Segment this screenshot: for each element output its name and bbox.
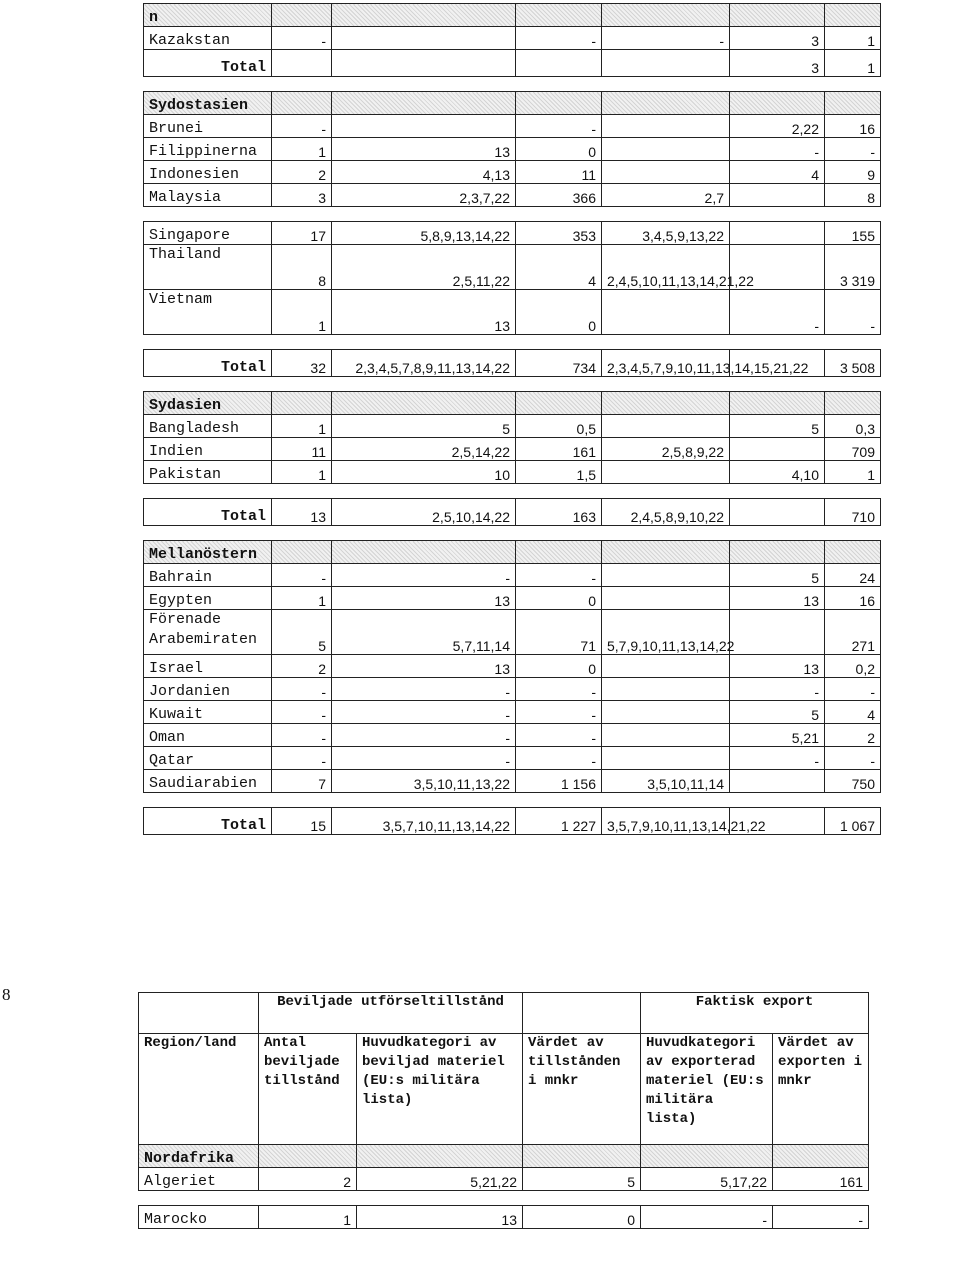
region-header-cell [272, 92, 332, 115]
value-cell: - [730, 678, 825, 701]
value-cell: - [516, 678, 602, 701]
value-cell: 0 [516, 138, 602, 161]
country-name: Bahrain [144, 564, 272, 587]
value-cell: 710 [825, 499, 881, 526]
region-name: Mellanöstern [144, 541, 272, 564]
country-name: Israel [144, 655, 272, 678]
region-header-row [144, 4, 881, 27]
header-empty-cell [139, 993, 259, 1034]
value-cell: 2 [272, 655, 332, 678]
value-cell: 1 [272, 290, 332, 335]
region-header-cell [357, 1145, 523, 1168]
value-cell: 0 [523, 1206, 641, 1229]
value-cell: 161 [516, 438, 602, 461]
value-cell: 2 [259, 1168, 357, 1191]
value-cell: 13 [332, 290, 516, 335]
country-row [144, 587, 881, 610]
country-row [144, 655, 881, 678]
spacer-cell [144, 335, 881, 350]
value-cell: 2 [825, 724, 881, 747]
value-cell: - [332, 701, 516, 724]
country-name: Thailand [144, 245, 272, 290]
value-cell: - [272, 27, 332, 50]
value-cell [602, 290, 730, 335]
region-header-cell [602, 92, 730, 115]
country-name: Qatar [144, 747, 272, 770]
country-name: Jordanien [144, 678, 272, 701]
country-row [144, 245, 881, 290]
value-cell: 2,3,4,5,7,9,10,11,13,14,15,21,22 [602, 350, 730, 377]
value-cell: 5 [523, 1168, 641, 1191]
spacer-row [144, 207, 881, 222]
total-row [144, 499, 881, 526]
value-cell [602, 678, 730, 701]
country-name: Saudiarabien [144, 770, 272, 793]
value-cell: 3,5,10,11,13,22 [332, 770, 516, 793]
country-row [144, 610, 881, 655]
total-label: Total [144, 499, 272, 526]
value-cell: 2,5,10,14,22 [332, 499, 516, 526]
value-cell: - [332, 747, 516, 770]
value-cell [730, 770, 825, 793]
region-header-row [144, 541, 881, 564]
value-cell [602, 115, 730, 138]
country-row [144, 415, 881, 438]
spacer-cell [139, 1191, 869, 1206]
country-name: Oman [144, 724, 272, 747]
value-cell: 5,7,9,10,11,13,14,22 [602, 610, 730, 655]
value-cell: 5,8,9,13,14,22 [332, 222, 516, 245]
value-cell: 734 [516, 350, 602, 377]
value-cell: - [516, 747, 602, 770]
value-cell: 13 [272, 499, 332, 526]
region-header-cell [516, 541, 602, 564]
page-number: 8 [2, 985, 11, 1004]
value-cell: 0,3 [825, 415, 881, 438]
header-empty-cell [523, 993, 641, 1034]
value-cell: 2,3,4,5,7,8,9,11,13,14,22 [332, 350, 516, 377]
region-header-cell [332, 392, 516, 415]
value-cell: 13 [332, 138, 516, 161]
value-cell [602, 50, 730, 77]
value-cell: 11 [272, 438, 332, 461]
total-label: Total [144, 50, 272, 77]
value-cell: 4,13 [332, 161, 516, 184]
region-header-cell [730, 4, 825, 27]
value-cell: 2,22 [730, 115, 825, 138]
value-cell: 3 [730, 27, 825, 50]
value-cell: 2,5,8,9,22 [602, 438, 730, 461]
total-label: Total [144, 350, 272, 377]
value-cell: 5 [730, 564, 825, 587]
value-cell: 3 [730, 50, 825, 77]
value-cell [332, 50, 516, 77]
region-header-cell [272, 392, 332, 415]
header-antal: Antal beviljade tillstånd [259, 1034, 357, 1145]
country-name: Kuwait [144, 701, 272, 724]
country-row [139, 1168, 869, 1191]
value-cell [730, 438, 825, 461]
value-cell: 17 [272, 222, 332, 245]
value-cell: 750 [825, 770, 881, 793]
value-cell: 0,2 [825, 655, 881, 678]
value-cell: - [272, 701, 332, 724]
value-cell: 4,10 [730, 461, 825, 484]
country-row [144, 461, 881, 484]
region-header-row [139, 1145, 869, 1168]
country-name: Bangladesh [144, 415, 272, 438]
region-name: n [144, 4, 272, 27]
header-column-row [139, 1034, 869, 1145]
total-label: Total [144, 808, 272, 835]
header-group-beviljade: Beviljade utförseltillstånd [259, 993, 523, 1034]
value-cell: 1 [272, 415, 332, 438]
value-cell: 0 [516, 587, 602, 610]
country-row [144, 27, 881, 50]
value-cell: 13 [357, 1206, 523, 1229]
region-header-cell [730, 92, 825, 115]
value-cell: 1 [825, 27, 881, 50]
value-cell: - [272, 678, 332, 701]
value-cell: 16 [825, 115, 881, 138]
country-row [144, 290, 881, 335]
country-name: Indonesien [144, 161, 272, 184]
value-cell: - [272, 115, 332, 138]
value-cell: 10 [332, 461, 516, 484]
value-cell [602, 587, 730, 610]
region-header-cell [516, 392, 602, 415]
spacer-row [144, 793, 881, 808]
header-group-faktisk: Faktisk export [641, 993, 869, 1034]
value-cell: 13 [730, 587, 825, 610]
value-cell: 2,4,5,10,11,13,14,21,22 [602, 245, 730, 290]
value-cell: 11 [516, 161, 602, 184]
spacer-cell [144, 484, 881, 499]
value-cell: 7 [272, 770, 332, 793]
region-header-cell [825, 541, 881, 564]
header-region-land: Region/land [139, 1034, 259, 1145]
country-name: Malaysia [144, 184, 272, 207]
region-header-cell [825, 392, 881, 415]
country-name: Marocko [139, 1206, 259, 1229]
value-cell: - [825, 138, 881, 161]
region-header-row [144, 392, 881, 415]
spacer-row [144, 335, 881, 350]
header-varde-tillstand: Värdet av tillstånden i mnkr [523, 1034, 641, 1145]
value-cell: 5 [332, 415, 516, 438]
value-cell [730, 222, 825, 245]
header-group-row [139, 993, 869, 1034]
value-cell: 32 [272, 350, 332, 377]
value-cell: 161 [773, 1168, 869, 1191]
value-cell [332, 115, 516, 138]
region-header-cell [332, 4, 516, 27]
value-cell: - [516, 27, 602, 50]
export-table-continued [143, 3, 881, 835]
value-cell: 2,3,7,22 [332, 184, 516, 207]
value-cell [332, 27, 516, 50]
value-cell: 13 [332, 587, 516, 610]
header-varde-export: Värdet av exporten i mnkr [773, 1034, 869, 1145]
value-cell: - [825, 747, 881, 770]
value-cell: 5,21,22 [357, 1168, 523, 1191]
value-cell: 4 [516, 245, 602, 290]
region-header-cell [773, 1145, 869, 1168]
value-cell: - [516, 724, 602, 747]
value-cell: 9 [825, 161, 881, 184]
value-cell: 1 156 [516, 770, 602, 793]
value-cell: 366 [516, 184, 602, 207]
country-name: Indien [144, 438, 272, 461]
spacer-cell [144, 793, 881, 808]
value-cell [272, 50, 332, 77]
header-huvudkategori-beviljad: Huvudkategori av beviljad materiel (EU:s militära lista) [357, 1034, 523, 1145]
value-cell: - [730, 290, 825, 335]
value-cell: 1,5 [516, 461, 602, 484]
value-cell: - [773, 1206, 869, 1229]
value-cell: 1 067 [825, 808, 881, 835]
value-cell: 1 [272, 461, 332, 484]
country-name: Filippinerna [144, 138, 272, 161]
value-cell: 1 227 [516, 808, 602, 835]
value-cell: 163 [516, 499, 602, 526]
value-cell: 3,5,10,11,14 [602, 770, 730, 793]
value-cell: 2,4,5,8,9,10,22 [602, 499, 730, 526]
total-row [144, 808, 881, 835]
total-row [144, 350, 881, 377]
spacer-cell [144, 77, 881, 92]
value-cell: 353 [516, 222, 602, 245]
region-header-row [144, 92, 881, 115]
value-cell: 1 [825, 50, 881, 77]
value-cell: 1 [272, 587, 332, 610]
region-header-cell [641, 1145, 773, 1168]
country-row [144, 564, 881, 587]
value-cell: 0,5 [516, 415, 602, 438]
value-cell [602, 461, 730, 484]
value-cell: 3 319 [825, 245, 881, 290]
region-header-cell [516, 92, 602, 115]
value-cell: - [516, 115, 602, 138]
value-cell: 8 [825, 184, 881, 207]
value-cell: - [602, 27, 730, 50]
value-cell: - [825, 678, 881, 701]
region-name: Sydostasien [144, 92, 272, 115]
value-cell: - [730, 747, 825, 770]
country-name: Brunei [144, 115, 272, 138]
country-name: Kazakstan [144, 27, 272, 50]
total-row [144, 50, 881, 77]
region-header-cell [259, 1145, 357, 1168]
value-cell [602, 724, 730, 747]
value-cell: 2,5,14,22 [332, 438, 516, 461]
value-cell: 5 [730, 415, 825, 438]
value-cell [602, 655, 730, 678]
country-row [144, 138, 881, 161]
value-cell: - [332, 678, 516, 701]
value-cell: - [332, 564, 516, 587]
value-cell [602, 564, 730, 587]
value-cell: 24 [825, 564, 881, 587]
value-cell: - [730, 138, 825, 161]
value-cell: - [516, 564, 602, 587]
region-name: Sydasien [144, 392, 272, 415]
value-cell [602, 415, 730, 438]
country-row [144, 438, 881, 461]
value-cell: 4 [825, 701, 881, 724]
value-cell: 71 [516, 610, 602, 655]
value-cell: - [516, 701, 602, 724]
value-cell: 13 [730, 655, 825, 678]
value-cell: 5,17,22 [641, 1168, 773, 1191]
value-cell: 15 [272, 808, 332, 835]
region-header-cell [516, 4, 602, 27]
value-cell: 155 [825, 222, 881, 245]
country-row [139, 1206, 869, 1229]
value-cell: 1 [259, 1206, 357, 1229]
spacer-row [139, 1191, 869, 1206]
value-cell: 13 [332, 655, 516, 678]
value-cell [602, 701, 730, 724]
region-header-cell [272, 4, 332, 27]
country-row [144, 161, 881, 184]
value-cell [730, 499, 825, 526]
country-row [144, 770, 881, 793]
country-name: Egypten [144, 587, 272, 610]
region-header-cell [602, 4, 730, 27]
export-table-new-page [138, 992, 869, 1229]
value-cell: - [641, 1206, 773, 1229]
spacer-row [144, 526, 881, 541]
country-row [144, 747, 881, 770]
country-row [144, 222, 881, 245]
value-cell: - [332, 724, 516, 747]
region-header-cell [730, 541, 825, 564]
value-cell: 4 [730, 161, 825, 184]
value-cell: 3 508 [825, 350, 881, 377]
spacer-row [144, 484, 881, 499]
value-cell: 2 [272, 161, 332, 184]
region-header-cell [825, 92, 881, 115]
value-cell [516, 50, 602, 77]
spacer-cell [144, 207, 881, 222]
region-header-cell [825, 4, 881, 27]
spacer-row [144, 77, 881, 92]
value-cell: 5,21 [730, 724, 825, 747]
value-cell: 0 [516, 655, 602, 678]
value-cell [730, 184, 825, 207]
value-cell [602, 747, 730, 770]
value-cell: 2,5,11,22 [332, 245, 516, 290]
region-header-cell [602, 541, 730, 564]
value-cell: 1 [825, 461, 881, 484]
region-name: Nordafrika [139, 1145, 259, 1168]
value-cell [602, 138, 730, 161]
value-cell: 0 [516, 290, 602, 335]
spacer-row [144, 377, 881, 392]
value-cell: 5,7,11,14 [332, 610, 516, 655]
country-name: Algeriet [139, 1168, 259, 1191]
value-cell [602, 161, 730, 184]
country-name: Singapore [144, 222, 272, 245]
country-row [144, 184, 881, 207]
value-cell: - [272, 747, 332, 770]
country-row [144, 678, 881, 701]
country-row [144, 701, 881, 724]
region-header-cell [332, 92, 516, 115]
value-cell: 271 [825, 610, 881, 655]
value-cell: 8 [272, 245, 332, 290]
region-header-cell [272, 541, 332, 564]
header-huvudkategori-exporterad: Huvudkategori av exporterad materiel (EU:s militära lista) [641, 1034, 773, 1145]
country-name: Förenade Arabemiraten [144, 610, 272, 655]
value-cell: 3,5,7,10,11,13,14,22 [332, 808, 516, 835]
value-cell: 5 [730, 701, 825, 724]
value-cell: 3 [272, 184, 332, 207]
value-cell: - [272, 564, 332, 587]
region-header-cell [730, 392, 825, 415]
value-cell: 16 [825, 587, 881, 610]
value-cell: 709 [825, 438, 881, 461]
value-cell: 5 [272, 610, 332, 655]
region-header-cell [602, 392, 730, 415]
value-cell: 3,5,7,9,10,11,13,14,21,22 [602, 808, 730, 835]
value-cell: 1 [272, 138, 332, 161]
country-name: Vietnam [144, 290, 272, 335]
country-name: Pakistan [144, 461, 272, 484]
value-cell: - [272, 724, 332, 747]
country-row [144, 115, 881, 138]
spacer-cell [144, 377, 881, 392]
region-header-cell [332, 541, 516, 564]
spacer-cell [144, 526, 881, 541]
value-cell: 3,4,5,9,13,22 [602, 222, 730, 245]
value-cell: 2,7 [602, 184, 730, 207]
value-cell [730, 610, 825, 655]
country-row [144, 724, 881, 747]
region-header-cell [523, 1145, 641, 1168]
value-cell: - [825, 290, 881, 335]
